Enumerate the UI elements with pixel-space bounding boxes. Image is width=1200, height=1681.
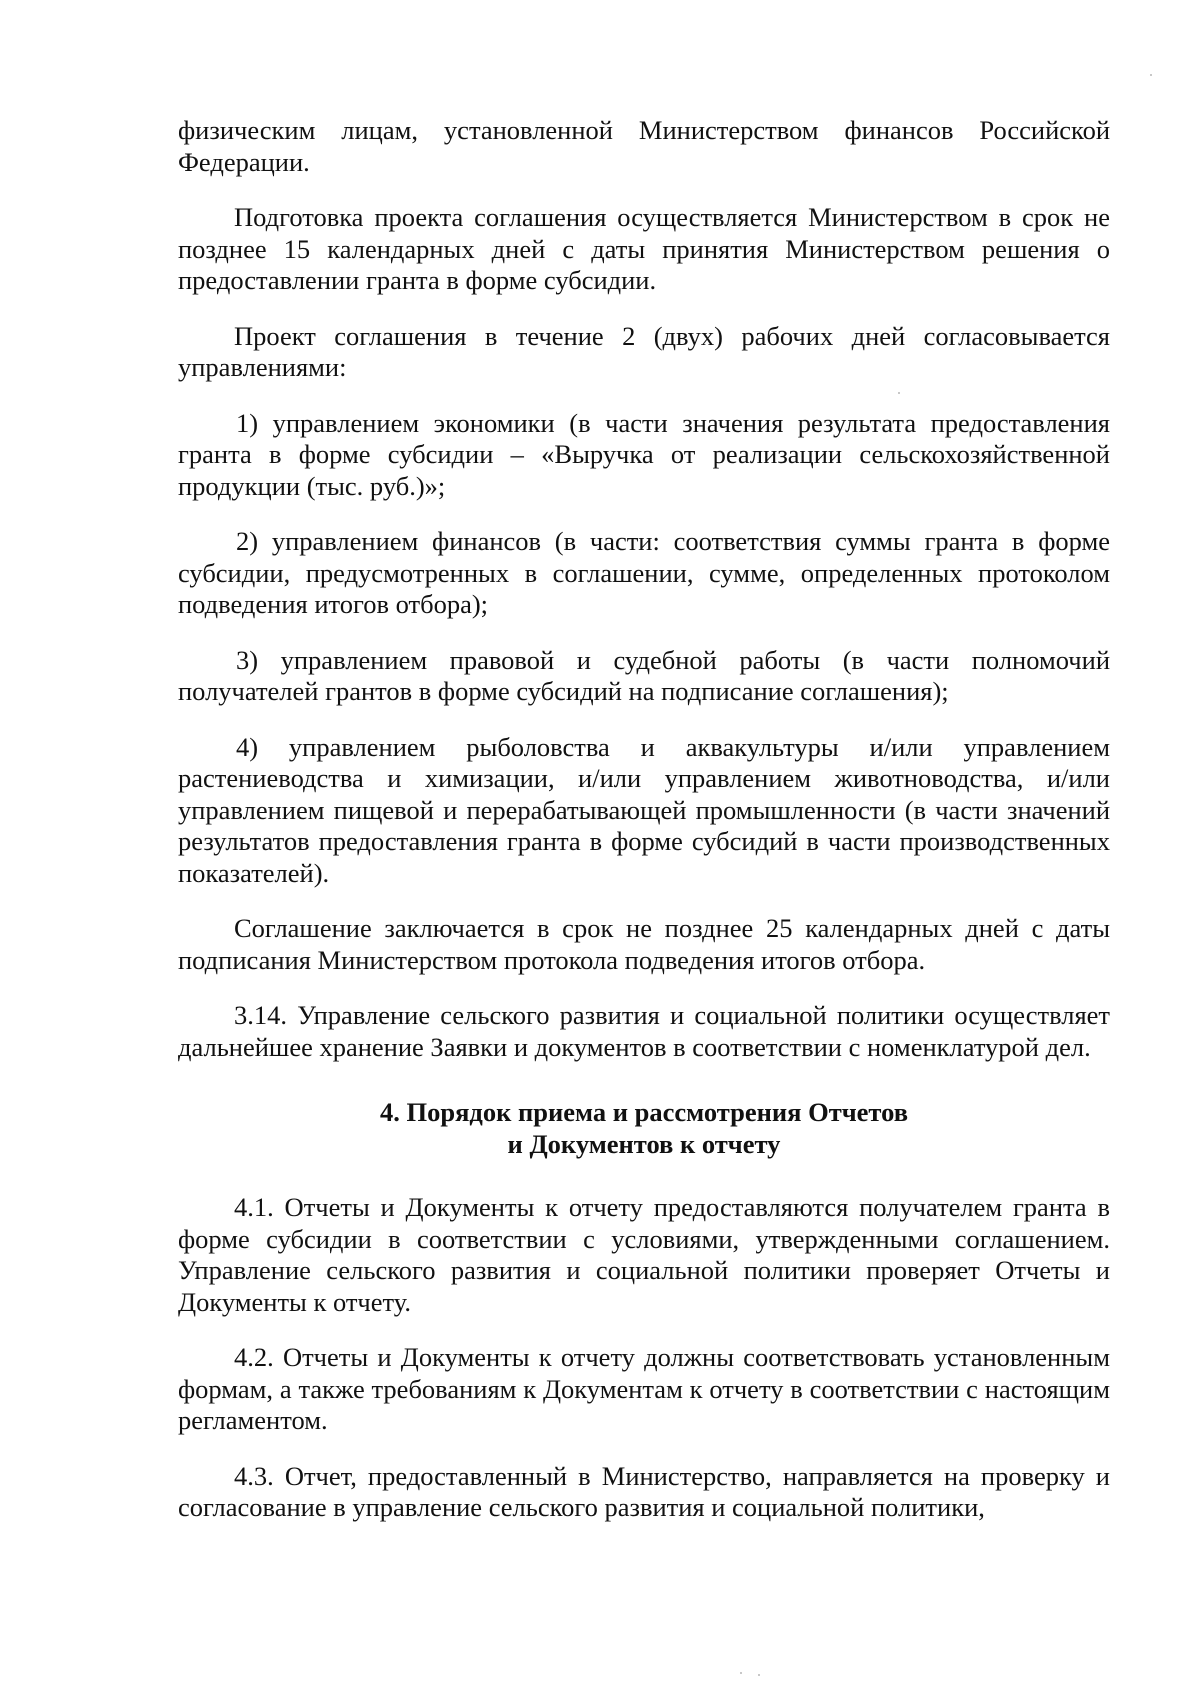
document-body — [178, 115, 1110, 1548]
paragraph-agreement-approval: Проект соглашения в течение 2 (двух) рабочих дней согласовывается управлениями: — [178, 320, 1110, 382]
paragraph-3-14: 3.14. Управление сельского развития и социальной политики осуществляет дальнейшее хранение Заявки и документов в соответствии с номенклатурой дел. — [178, 1000, 1110, 1062]
list-item-fisheries: 4) управлением рыболовства и аквакультуры и/или управлением растениеводства и химизации, и/или управлением животноводства, и/или управлением пищевой и перерабатывающей промышленности (в части значений результатов предоставления гранта в форме субсидий в части производственных показателей). — [178, 731, 1110, 888]
list-item-legal: 3) управлением правовой и судебной работы (в части полномочий получателей грантов в форме субсидий на подписание соглашения); — [178, 644, 1110, 706]
scan-artifact-dot — [898, 392, 900, 394]
paragraph-4-3: 4.3. Отчет, предоставленный в Министерство, направляется на проверку и согласование в управление сельского развития и социальной политики, — [178, 1460, 1110, 1522]
paragraph-4-1: 4.1. Отчеты и Документы к отчету предоставляются получателем гранта в форме субсидии в соответствии с условиями, утвержденными соглашением. Управление сельского развития и социальной политики проверяет Отчеты и Документы к отчету. — [178, 1192, 1110, 1317]
scan-artifact-dot — [1150, 74, 1152, 76]
list-item-economics: 1) управлением экономики (в части значения результата предоставления гранта в форме субсидии – «Выручка от реализации сельскохозяйственной продукции (тыс. руб.)»; — [178, 407, 1110, 501]
list-item-finance: 2) управлением финансов (в части: соответствия суммы гранта в форме субсидии, предусмотренных в соглашении, сумме, определенных протоколом подведения итогов отбора); — [178, 526, 1110, 619]
section-title-line-2: и Документов к отчету — [507, 1128, 781, 1159]
paragraph-continuation: физическим лицам, установленной Министерством финансов Российской Федерации. — [178, 115, 1110, 177]
section-title-line-1: 4. Порядок приема и рассмотрения Отчетов — [379, 1097, 909, 1127]
paragraph-agreement-deadline: Соглашение заключается в срок не позднее 25 календарных дней с даты подписания Министерством протокола подведения итогов отбора. — [178, 913, 1110, 975]
scan-artifact-dot — [740, 1672, 742, 1674]
section-title — [178, 1097, 1110, 1160]
paragraph-4-2: 4.2. Отчеты и Документы к отчету должны соответствовать установленным формам, а также требованиям к Документам к отчету в соответствии с настоящим регламентом. — [178, 1342, 1110, 1435]
paragraph-agreement-preparation: Подготовка проекта соглашения осуществляется Министерством в срок не позднее 15 календарных дней с даты принятия Министерством решения о предоставлении гранта в форме субсидии. — [178, 202, 1110, 295]
scan-artifact-dot — [758, 1674, 760, 1676]
